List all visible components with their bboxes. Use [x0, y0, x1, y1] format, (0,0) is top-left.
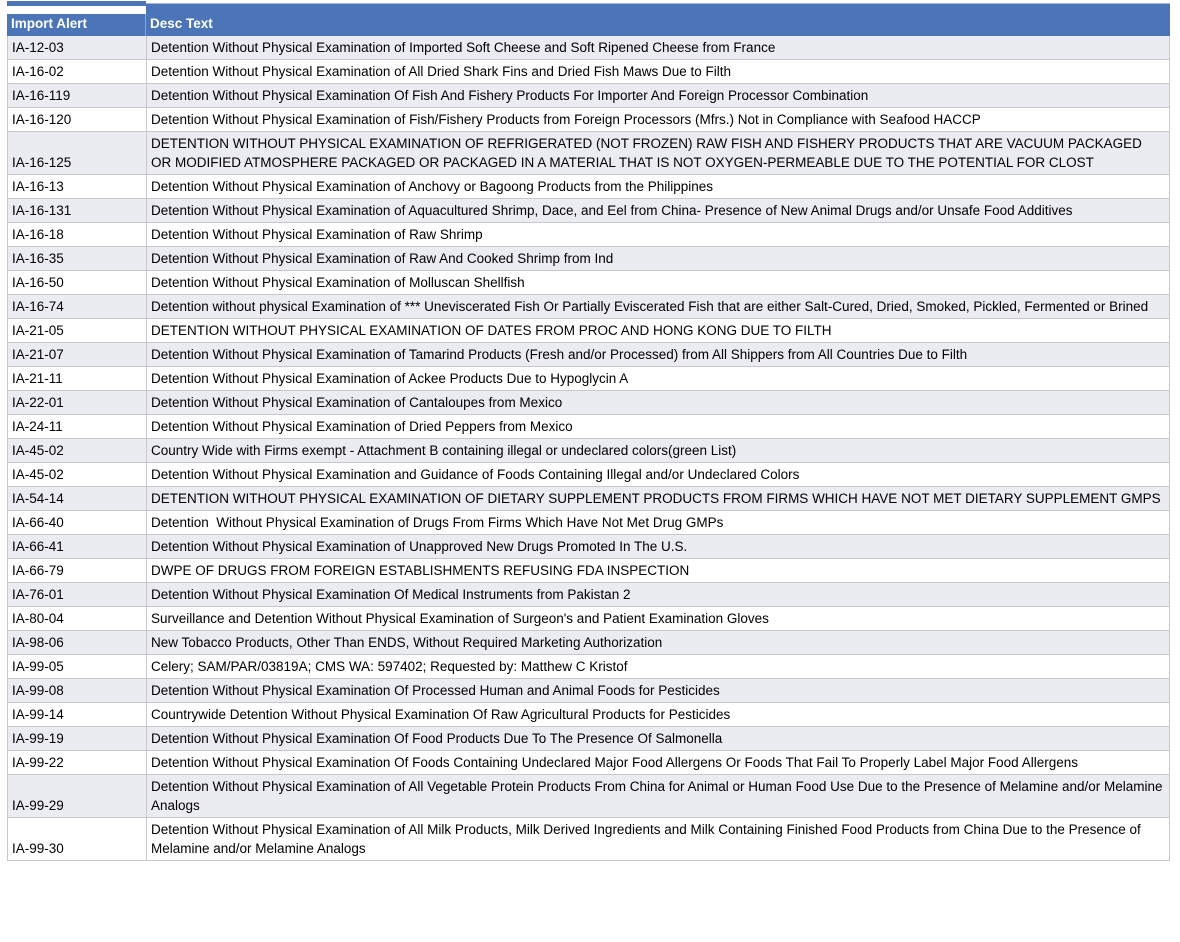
import-alert-cell[interactable]: IA-16-18	[8, 223, 147, 247]
table-row	[8, 679, 1170, 703]
import-alert-cell[interactable]: IA-45-02	[8, 463, 147, 487]
desc-text-cell[interactable]: DWPE OF DRUGS FROM FOREIGN ESTABLISHMENTS REFUSING FDA INSPECTION	[147, 559, 1170, 583]
desc-text-cell[interactable]: Detention Without Physical Examination of Fish/Fishery Products from Foreign Processors (Mfrs.) Not in Compliance with Seafood HACCP	[147, 108, 1170, 132]
import-alert-cell[interactable]: IA-12-03	[8, 36, 147, 60]
table-row	[8, 583, 1170, 607]
import-alert-cell[interactable]: IA-21-11	[8, 367, 147, 391]
import-alert-cell[interactable]: IA-66-41	[8, 535, 147, 559]
table-row	[8, 175, 1170, 199]
table-row	[8, 655, 1170, 679]
desc-text-cell[interactable]: New Tobacco Products, Other Than ENDS, Without Required Marketing Authorization	[147, 631, 1170, 655]
import-alert-cell[interactable]: IA-16-119	[8, 84, 147, 108]
desc-text-cell[interactable]: Detention Without Physical Examination of Unapproved New Drugs Promoted In The U.S.	[147, 535, 1170, 559]
import-alert-cell[interactable]: IA-99-29	[8, 775, 147, 818]
import-alert-cell[interactable]: IA-99-19	[8, 727, 147, 751]
table-row	[8, 247, 1170, 271]
import-alert-cell[interactable]: IA-21-05	[8, 319, 147, 343]
import-alert-cell[interactable]: IA-99-22	[8, 751, 147, 775]
import-alert-cell[interactable]: IA-22-01	[8, 391, 147, 415]
import-alert-cell[interactable]: IA-16-50	[8, 271, 147, 295]
import-alert-cell[interactable]: IA-99-08	[8, 679, 147, 703]
table-row	[8, 295, 1170, 319]
table-row	[8, 108, 1170, 132]
desc-text-cell[interactable]: Detention Without Physical Examination and Guidance of Foods Containing Illegal and/or Undeclared Colors	[147, 463, 1170, 487]
table-row	[8, 60, 1170, 84]
desc-text-cell[interactable]: DETENTION WITHOUT PHYSICAL EXAMINATION OF DATES FROM PROC AND HONG KONG DUE TO FILTH	[147, 319, 1170, 343]
table-row	[8, 607, 1170, 631]
desc-text-cell[interactable]: Detention Without Physical Examination of Dried Peppers from Mexico	[147, 415, 1170, 439]
table-row	[8, 487, 1170, 511]
table-row	[8, 727, 1170, 751]
desc-text-cell[interactable]: Detention Without Physical Examination of Anchovy or Bagoong Products from the Philippines	[147, 175, 1170, 199]
desc-text-cell[interactable]: Country Wide with Firms exempt - Attachment B containing illegal or undeclared colors(green List)	[147, 439, 1170, 463]
import-alert-cell[interactable]: IA-76-01	[8, 583, 147, 607]
table-row	[8, 84, 1170, 108]
desc-text-cell[interactable]: Detention Without Physical Examination of Imported Soft Cheese and Soft Ripened Cheese from France	[147, 36, 1170, 60]
table-row	[8, 463, 1170, 487]
import-alert-cell[interactable]: IA-45-02	[8, 439, 147, 463]
import-alert-cell[interactable]: IA-16-02	[8, 60, 147, 84]
desc-text-cell[interactable]: Detention Without Physical Examination Of Medical Instruments from Pakistan 2	[147, 583, 1170, 607]
desc-text-cell[interactable]: Celery; SAM/PAR/03819A; CMS WA: 597402; Requested by: Matthew C Kristof	[147, 655, 1170, 679]
desc-text-cell[interactable]: DETENTION WITHOUT PHYSICAL EXAMINATION OF REFRIGERATED (NOT FROZEN) RAW FISH AND FISHERY PRODUCTS THAT ARE VACUUM PACKAGED OR MODIFIED ATMOSPHERE PACKAGED OR PACKAGED IN A MATERIAL THAT IS NOT OXYGEN-PERMEABLE DUE TO THE POTENTIAL FOR CLOST	[147, 132, 1170, 175]
import-alert-cell[interactable]: IA-66-79	[8, 559, 147, 583]
desc-text-cell[interactable]: Detention Without Physical Examination of Raw And Cooked Shrimp from Ind	[147, 247, 1170, 271]
import-alert-cell[interactable]: IA-16-131	[8, 199, 147, 223]
table-row	[8, 631, 1170, 655]
table-row	[8, 559, 1170, 583]
import-alert-cell[interactable]: IA-66-40	[8, 511, 147, 535]
desc-text-cell[interactable]: Detention Without Physical Examination Of Foods Containing Undeclared Major Food Allergens Or Foods That Fail To Properly Label Major Food Allergens	[147, 751, 1170, 775]
desc-text-cell[interactable]: Detention without physical Examination of *** Uneviscerated Fish Or Partially Eviscerated Fish that are either Salt-Cured, Dried, Smoked, Pickled, Fermented or Brined	[147, 295, 1170, 319]
import-alert-cell[interactable]: IA-99-05	[8, 655, 147, 679]
desc-text-cell[interactable]: Countrywide Detention Without Physical Examination Of Raw Agricultural Products for Pesticides	[147, 703, 1170, 727]
table-row	[8, 535, 1170, 559]
desc-text-cell[interactable]: Detention Without Physical Examination of All Milk Products, Milk Derived Ingredients and Milk Containing Finished Food Products from China Due to the Presence of Melamine and/or Melamine Analogs	[147, 818, 1170, 861]
import-alert-cell[interactable]: IA-98-06	[8, 631, 147, 655]
import-alert-cell[interactable]: IA-99-14	[8, 703, 147, 727]
desc-text-cell[interactable]: Detention Without Physical Examination of Raw Shrimp	[147, 223, 1170, 247]
import-alert-data-grid	[7, 36, 1170, 861]
table-row	[8, 199, 1170, 223]
table-row	[8, 367, 1170, 391]
desc-text-cell[interactable]: Detention Without Physical Examination of All Dried Shark Fins and Dried Fish Maws Due to Filth	[147, 60, 1170, 84]
import-alert-cell[interactable]: IA-16-74	[8, 295, 147, 319]
table-row	[8, 343, 1170, 367]
table-row	[8, 223, 1170, 247]
desc-text-cell[interactable]: Detention Without Physical Examination of Ackee Products Due to Hypoglycin A	[147, 367, 1170, 391]
desc-text-cell[interactable]: Detention Without Physical Examination Of Food Products Due To The Presence Of Salmonella	[147, 727, 1170, 751]
import-alert-table	[7, 3, 1170, 861]
table-row	[8, 319, 1170, 343]
desc-text-cell[interactable]: Surveillance and Detention Without Physical Examination of Surgeon's and Patient Examination Gloves	[147, 607, 1170, 631]
table-row	[8, 36, 1170, 60]
desc-text-cell[interactable]: Detention Without Physical Examination of Aquacultured Shrimp, Dace, and Eel from China- Presence of New Animal Drugs and/or Unsafe Food Additives	[147, 199, 1170, 223]
header-import-alert[interactable]: Import Alert	[7, 4, 146, 36]
desc-text-cell[interactable]: Detention Without Physical Examination of Molluscan Shellfish	[147, 271, 1170, 295]
table-body	[8, 36, 1170, 861]
import-alert-cell[interactable]: IA-24-11	[8, 415, 147, 439]
table-row	[8, 271, 1170, 295]
desc-text-cell[interactable]: Detention Without Physical Examination of All Vegetable Protein Products From China for Animal or Human Food Use Due to the Presence of Melamine and/or Melamine Analogs	[147, 775, 1170, 818]
table-row	[8, 775, 1170, 818]
import-alert-cell[interactable]: IA-16-120	[8, 108, 147, 132]
table-row	[8, 132, 1170, 175]
table-row	[8, 703, 1170, 727]
import-alert-cell[interactable]: IA-99-30	[8, 818, 147, 861]
desc-text-cell[interactable]: Detention Without Physical Examination of Tamarind Products (Fresh and/or Processed) from All Shippers from All Countries Due to Filth	[147, 343, 1170, 367]
table-row	[8, 511, 1170, 535]
import-alert-cell[interactable]: IA-54-14	[8, 487, 147, 511]
table-row	[8, 818, 1170, 861]
import-alert-cell[interactable]: IA-16-13	[8, 175, 147, 199]
desc-text-cell[interactable]: Detention Without Physical Examination Of Processed Human and Animal Foods for Pesticides	[147, 679, 1170, 703]
import-alert-cell[interactable]: IA-80-04	[8, 607, 147, 631]
table-row	[8, 415, 1170, 439]
table-header	[7, 3, 1170, 36]
import-alert-cell[interactable]: IA-16-125	[8, 132, 147, 175]
desc-text-cell[interactable]: Detention Without Physical Examination of Cantaloupes from Mexico	[147, 391, 1170, 415]
import-alert-cell[interactable]: IA-16-35	[8, 247, 147, 271]
desc-text-cell[interactable]: Detention Without Physical Examination Of Fish And Fishery Products For Importer And Foreign Processor Combination	[147, 84, 1170, 108]
import-alert-cell[interactable]: IA-21-07	[8, 343, 147, 367]
desc-text-cell[interactable]: DETENTION WITHOUT PHYSICAL EXAMINATION OF DIETARY SUPPLEMENT PRODUCTS FROM FIRMS WHICH HAVE NOT MET DIETARY SUPPLEMENT GMPS	[147, 487, 1170, 511]
header-desc-text[interactable]: Desc Text	[150, 16, 213, 31]
header-gap-artifact	[7, 6, 146, 14]
table-row	[8, 751, 1170, 775]
table-row	[8, 439, 1170, 463]
desc-text-cell[interactable]: Detention Without Physical Examination of Drugs From Firms Which Have Not Met Drug GMPs	[147, 511, 1170, 535]
table-row	[8, 391, 1170, 415]
